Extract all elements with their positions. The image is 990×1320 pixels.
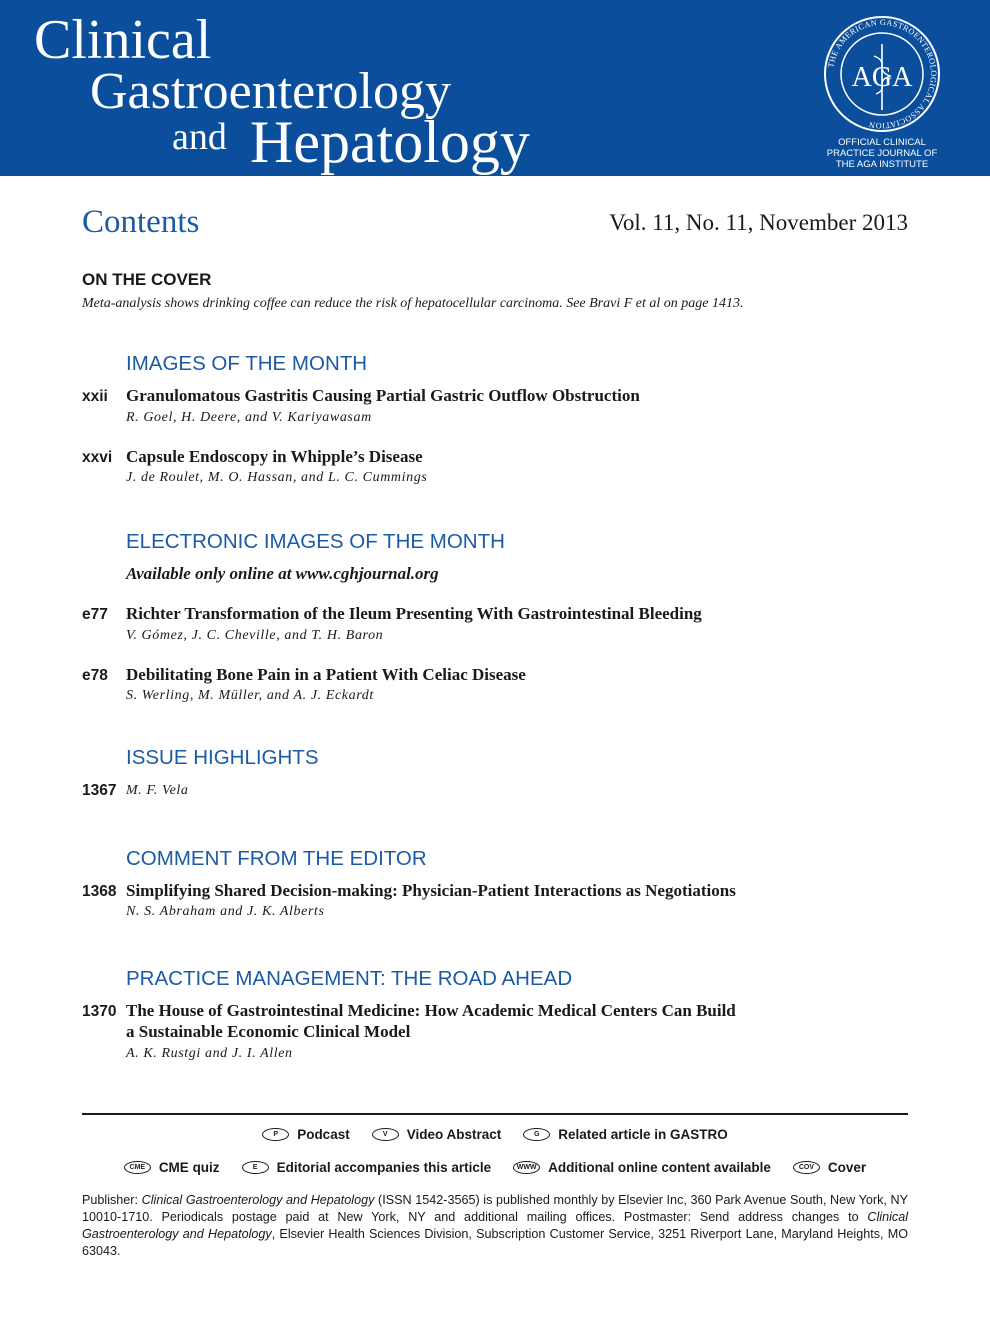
journal-title-line3: Hepatology [250,109,530,175]
article-title[interactable]: Capsule Endoscopy in Whipple’s Disease [126,447,423,466]
article-title[interactable]: Granulomatous Gastritis Causing Partial Gastric Outflow Obstruction [126,386,640,405]
article-title[interactable]: Debilitating Bone Pain in a Patient With Celiac Disease [126,665,526,684]
legend-row [82,1160,908,1175]
article-authors: V. Gómez, J. C. Cheville, and T. H. Baron [126,628,384,643]
www-icon: WWW [513,1161,540,1174]
article-authors: R. Goel, H. Deere, and V. Kariyawasam [126,410,372,425]
seal-ring-text: THE AMERICAN GASTROENTEROLOGICAL ASSOCIATION [826,17,939,131]
article-title-continued[interactable]: a Sustainable Economic Clinical Model [126,1022,411,1041]
legend-podcast [262,1127,350,1142]
article-title[interactable]: The House of Gastrointestinal Medicine: How Academic Medical Centers Can Build [126,1001,736,1020]
legend-cover [793,1160,866,1175]
section-heading-practice: PRACTICE MANAGEMENT: THE ROAD AHEAD [126,967,573,990]
cme-icon: CME [124,1161,151,1174]
article-authors: S. Werling, M. Müller, and A. J. Eckardt [126,688,374,703]
volume-info: Vol. 11, No. 11, November 2013 [609,210,908,235]
seal-caption: OFFICIAL CLINICAL PRACTICE JOURNAL OF THE AGA INSTITUTE [826,137,938,170]
masthead [0,0,990,176]
podcast-icon: P [262,1128,289,1141]
editorial-icon: E [242,1161,269,1174]
section-heading-electronic: ELECTRONIC IMAGES OF THE MONTH [126,530,505,553]
video-icon: V [372,1128,399,1141]
cover-icon: COV [793,1161,820,1174]
article-authors[interactable]: M. F. Vela [126,783,189,798]
page-number: 1368 [82,883,117,900]
section-heading-images: IMAGES OF THE MONTH [126,352,368,375]
seal-initials: AGA [851,62,913,93]
section-heading-editor: COMMENT FROM THE EDITOR [126,847,427,870]
legend-label: Additional online content available [548,1160,771,1175]
journal-title-line1: Clinical [34,9,212,71]
publisher-info: Publisher: Clinical Gastroenterology and Hepatology (ISSN 1542-3565) is published monthly by Elsevier Inc, 360 Park Avenue South, New York, NY 10010-1710. Periodicals postage paid at New York, NY and additional mailing offices. Postmaster: Send address changes to Clinical Gastroenterology and Hepatology, Elsevier Health Sciences Division, Subscription Customer Service, 3251 Riverport Lane, Maryland Heights, MO 63043. [82,1193,908,1258]
legend-online-content [513,1160,771,1175]
page-number: e78 [82,667,108,684]
legend-label: Cover [827,1160,867,1175]
legend-row [82,1127,908,1142]
article-authors: J. de Roulet, M. O. Hassan, and L. C. Cummings [126,470,428,485]
legend-label: CME quiz [158,1160,220,1175]
page-number: e77 [82,606,108,623]
online-note[interactable]: Available only online at www.cghjournal.org [126,564,439,583]
article-title[interactable]: Simplifying Shared Decision-making: Physician-Patient Interactions as Negotiations [126,881,736,900]
page-number: xxvi [82,449,113,466]
legend-label: Related article in GASTRO [558,1127,728,1142]
journal-title-line2: Gastroenterology [90,63,452,120]
divider [82,1113,908,1115]
article-title[interactable]: Richter Transformation of the Ileum Presenting With Gastrointestinal Bleeding [126,604,702,623]
legend-label: Editorial accompanies this article [276,1160,492,1175]
legend-gastro [523,1127,728,1142]
journal-title-and: and [172,116,227,158]
section-heading-highlights: ISSUE HIGHLIGHTS [126,746,319,769]
aga-seal-logo [822,14,942,134]
article-authors: A. K. Rustgi and J. I. Allen [126,1046,293,1061]
page-number: 1370 [82,1003,117,1020]
page-number: xxii [82,388,108,405]
page-number: 1367 [82,782,117,799]
cover-title: ON THE COVER [82,270,212,289]
legend-editorial [242,1160,492,1175]
article-authors: N. S. Abraham and J. K. Alberts [126,904,325,919]
legend-label: Video Abstract [406,1127,502,1142]
contents-heading: Contents [82,204,200,240]
cover-description: Meta-analysis shows drinking coffee can reduce the risk of hepatocellular carcinoma. See Bravi F et al on page 1413. [82,296,744,311]
legend-cme [124,1160,220,1175]
gastro-icon: G [523,1128,550,1141]
legend-video-abstract [372,1127,502,1142]
legend-label: Podcast [297,1127,350,1142]
